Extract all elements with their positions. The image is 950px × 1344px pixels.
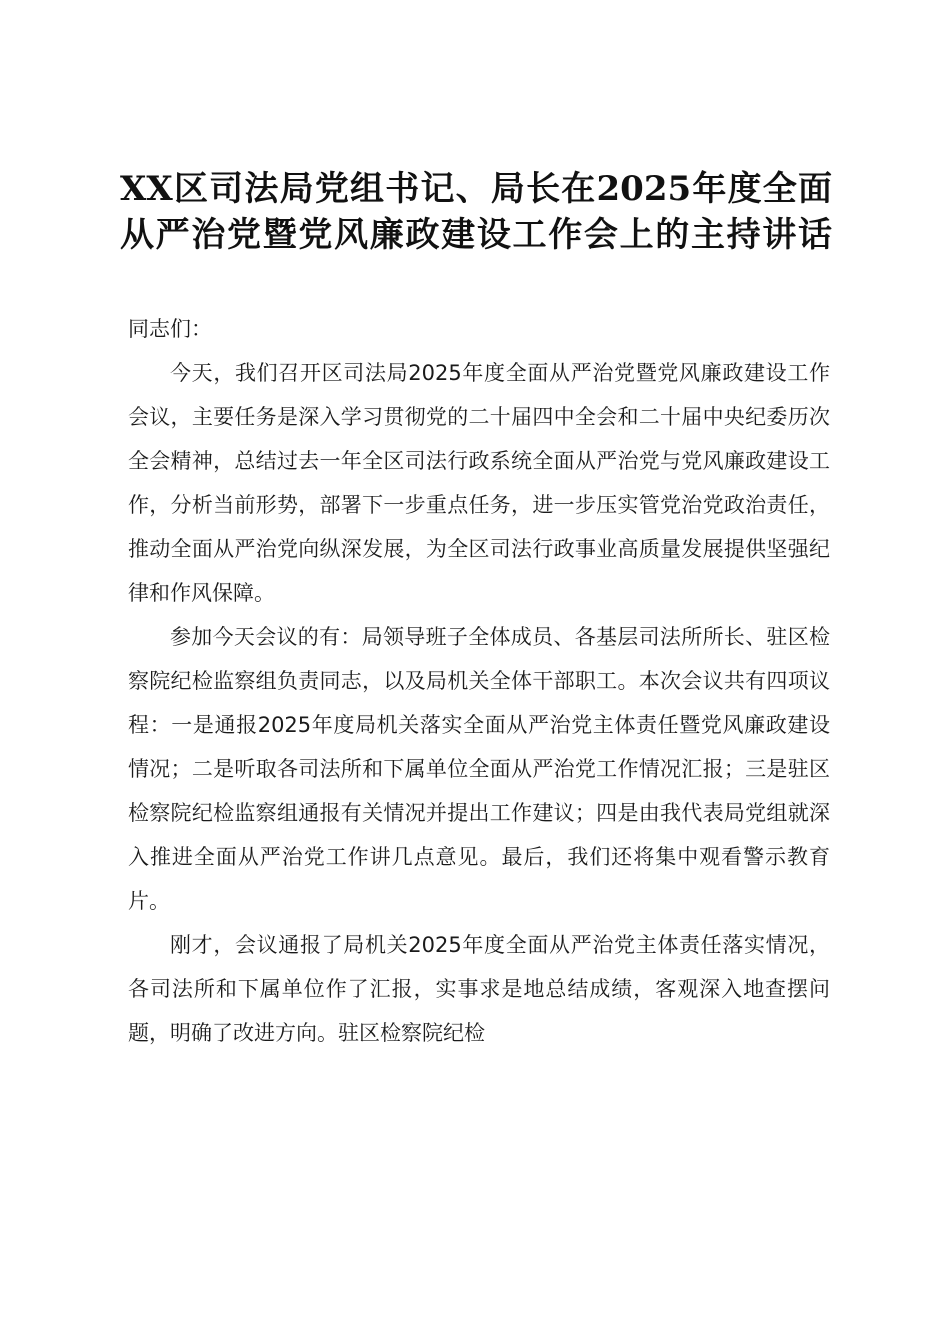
salutation: 同志们： bbox=[128, 317, 212, 341]
paragraph-summary: 刚才，会议通报了局机关2025年度全面从严治党主体责任落实情况，各司法所和下属单位作了汇报，实事求是地总结成绩，客观深入地查摆问题，明确了改进方向。驻区检察院纪检 bbox=[128, 933, 830, 1045]
title-line-2: 从严治党暨党风廉政建设工作会上的主持讲话 bbox=[120, 215, 832, 255]
paragraph-opening: 今天，我们召开区司法局2025年度全面从严治党暨党风廉政建设工作会议，主要任务是深入学习贯彻党的二十届四中全会和二十届中央纪委历次全会精神，总结过去一年全区司法行政系统全面从严治党与党风廉政建设工作，分析当前形势，部署下一步重点任务，进一步压实管党治党政治责任，推动全面从严治党向纵深发展，为全区司法行政事业高质量发展提供坚强纪律和作风保障。 bbox=[128, 361, 830, 605]
title-line-1: XX区司法局党组书记、局长在2025年度全面 bbox=[120, 169, 832, 209]
paragraph-attendees-agenda: 参加今天会议的有：局领导班子全体成员、各基层司法所所长、驻区检察院纪检监察组负责同志，以及局机关全体干部职工。本次会议共有四项议程：一是通报2025年度局机关落实全面从严治党主体责任暨党风廉政建设情况；二是听取各司法所和下属单位全面从严治党工作情况汇报；三是驻区检察院纪检监察组通报有关情况并提出工作建议；四是由我代表局党组就深入推进全面从严治党工作讲几点意见。最后，我们还将集中观看警示教育片。 bbox=[128, 625, 830, 913]
document-title bbox=[120, 166, 832, 258]
document-body bbox=[128, 307, 830, 1055]
